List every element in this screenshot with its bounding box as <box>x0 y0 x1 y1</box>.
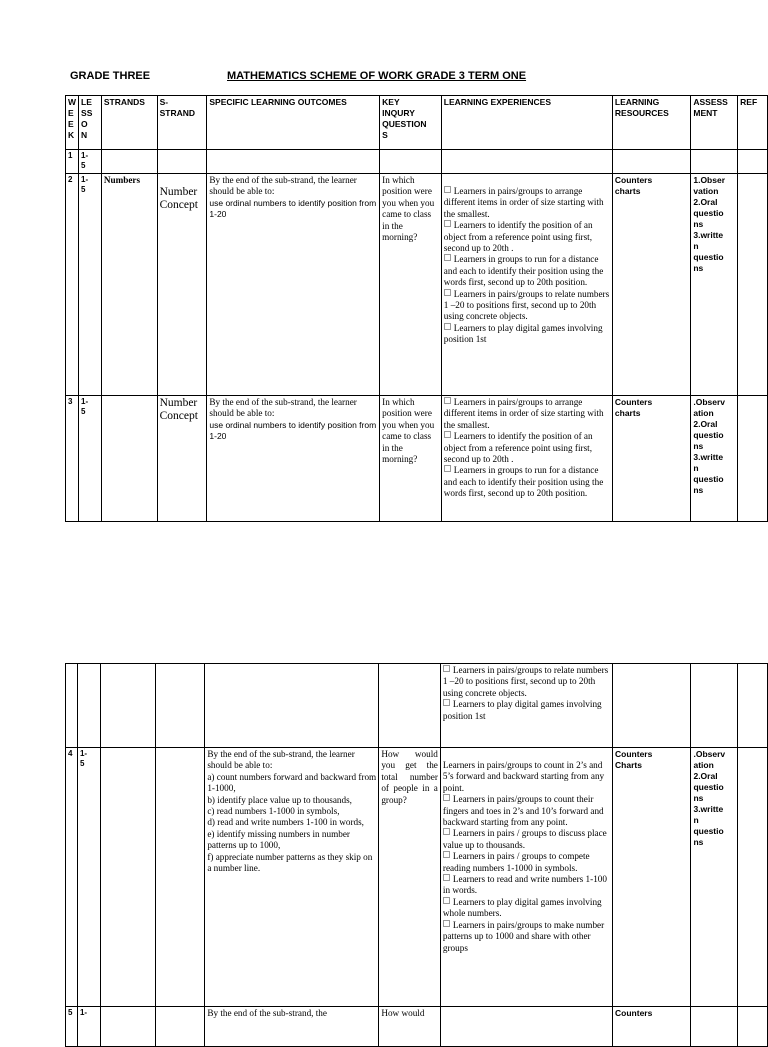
lesson-cell: 1- 5 <box>79 174 102 396</box>
bullet-box-icon <box>443 665 450 672</box>
assessment-cell: .Observ ation 2.Oral questio ns 3.writte n questio ns <box>691 748 738 1007</box>
slo-intro: By the end of the sub-strand, the learner should be able to: <box>209 397 357 419</box>
table-row <box>66 1007 768 1047</box>
col-week: W E E K <box>66 96 79 150</box>
week-cell: 2 <box>66 174 79 396</box>
lesson-cell: 1- <box>77 1007 100 1047</box>
col-strands: STRANDS <box>101 96 157 150</box>
experiences-cell <box>440 748 612 1007</box>
list-item: Learners in pairs/groups to relate numbers 1 –20 to positions first, second up to 20th using concrete objects. <box>442 665 609 698</box>
week-cell: 3 <box>66 396 79 522</box>
list-item: Learners to identify the position of an object from a reference point using first, second up to 20th . <box>443 220 593 254</box>
slo-cell <box>207 396 380 522</box>
bullet-box-icon <box>443 851 450 858</box>
list-item: Learners in pairs/groups to make number patterns up to 1000 and share with other groups <box>442 919 605 953</box>
lesson-cell: 1- 5 <box>79 396 102 522</box>
slo-intro: By the end of the sub-strand, the learner should be able to: <box>209 175 357 197</box>
scheme-table <box>65 95 768 522</box>
strand-cell: Numbers <box>101 174 157 396</box>
col-slo: SPECIFIC LEARNING OUTCOMES <box>207 96 380 150</box>
bullet-box-icon <box>444 323 451 330</box>
list-item: Learners to identify the position of an object from a reference point using first, second up to 20th . <box>443 431 593 465</box>
table-row <box>66 664 768 748</box>
list-item: Learners to read and write numbers 1-100 in words. <box>442 874 607 896</box>
experiences-cell <box>440 664 612 748</box>
lesson-cell: 1- 5 <box>79 150 102 174</box>
resources-cell: Counters <box>613 1007 691 1047</box>
col-experiences: LEARNING EXPERIENCES <box>441 96 612 150</box>
strand-cell <box>101 396 157 522</box>
grade-label: GRADE THREE <box>70 70 151 82</box>
table-row <box>66 748 768 1007</box>
col-substrand: S- STRAND <box>157 96 207 150</box>
bullet-box-icon <box>444 186 451 193</box>
list-item: Learners to play digital games involving position 1st <box>442 699 602 721</box>
bullet-box-icon <box>444 289 451 296</box>
experiences-cell <box>441 174 612 396</box>
slo-outcome: use ordinal numbers to identify position from 1-20 <box>209 419 377 441</box>
col-lesson: LE SS O N <box>79 96 102 150</box>
list-item: Learners in groups to run for a distance and each to identify their position using the words first, second up to 20th position. <box>443 465 604 499</box>
bullet-box-icon <box>443 920 450 927</box>
week-cell: 5 <box>66 1007 78 1047</box>
col-assessment: ASSESS MENT <box>691 96 738 150</box>
resources-cell: Counters Charts <box>613 748 691 1007</box>
kiq-cell: In which position were you when you came to class in the morning? <box>380 396 442 522</box>
table-header-row <box>66 96 768 150</box>
slo-cell: By the end of the sub-strand, the learner should be able to: a) count numbers forward and backward from 1-1000, b) identify place value up to thousands, c) read numbers 1-1000 in symbols, d) read and write numbers 1-100 in words, e) identify missing numbers in number patterns up to 1000, f) appreciate number patterns as they skip on a number line. <box>205 748 379 1007</box>
kiq-cell: In which position were you when you came to class in the morning? <box>380 174 442 396</box>
document-title: MATHEMATICS SCHEME OF WORK GRADE 3 TERM ONE <box>227 70 527 82</box>
resources-cell: Counters charts <box>612 396 690 522</box>
scheme-table-continued <box>65 663 768 1047</box>
list-item: Learners in pairs/groups to count in 2’s and 5’s forward and backward starting from any point. <box>442 760 605 793</box>
substrand-cell: Number Concept <box>157 174 207 396</box>
list-item: Learners in pairs/groups to relate numbers 1 –20 to positions first, second up to 20th using concrete objects. <box>443 288 610 322</box>
assessment-cell: 1.Obser vation 2.Oral questio ns 3.writte n questio ns <box>691 174 738 396</box>
list-item: Learners in groups to run for a distance and each to identify their position using the words first, second up to 20th position. <box>443 254 604 288</box>
slo-outcome: use ordinal numbers to identify position from 1-20 <box>209 197 377 219</box>
bullet-box-icon <box>444 431 451 438</box>
assessment-cell: .Observ ation 2.Oral questio ns 3.writte n questio ns <box>691 396 738 522</box>
experiences-cell <box>441 396 612 522</box>
list-item: Learners in pairs / groups to discuss place value up to thousands. <box>442 828 607 850</box>
list-item: Learners in pairs/groups to count their fingers and toes in 2’s and 10’s forward and backward starting from any point. <box>442 794 604 828</box>
table-row <box>66 150 768 174</box>
col-resources: LEARNING RESOURCES <box>612 96 690 150</box>
col-kiq: KEY INQURY QUESTION S <box>380 96 442 150</box>
list-item: Learners in pairs/groups to arrange different items in order of size starting with the smallest. <box>443 397 604 430</box>
bullet-box-icon <box>444 465 451 472</box>
list-item: Learners to play digital games involving position 1st <box>443 322 603 345</box>
lesson-cell: 1- 5 <box>77 748 100 1007</box>
list-item: Learners to play digital games involving whole numbers. <box>442 896 602 919</box>
bullet-box-icon <box>443 897 450 904</box>
week-cell: 4 <box>66 748 78 1007</box>
col-ref: REF <box>738 96 768 150</box>
table-row <box>66 174 768 396</box>
kiq-cell: How would you get the total number of people in a group? <box>379 748 441 1007</box>
bullet-box-icon <box>443 794 450 801</box>
bullet-box-icon <box>443 699 450 706</box>
bullet-box-icon <box>443 874 450 881</box>
table-row <box>66 396 768 522</box>
resources-cell: Counters charts <box>612 174 690 396</box>
bullet-box-icon <box>443 828 450 835</box>
bullet-box-icon <box>444 220 451 227</box>
kiq-cell: How would <box>379 1007 441 1047</box>
list-item: Learners in pairs/groups to arrange different items in order of size starting with the smallest. <box>443 186 604 219</box>
slo-cell: By the end of the sub-strand, the <box>205 1007 379 1047</box>
slo-cell <box>207 174 380 396</box>
substrand-cell: Number Concept <box>157 396 207 522</box>
bullet-box-icon <box>444 254 451 261</box>
bullet-box-icon <box>444 397 451 404</box>
list-item: Learners in pairs / groups to compete reading numbers 1-1000 in symbols. <box>442 851 590 873</box>
week-cell: 1 <box>66 150 79 174</box>
